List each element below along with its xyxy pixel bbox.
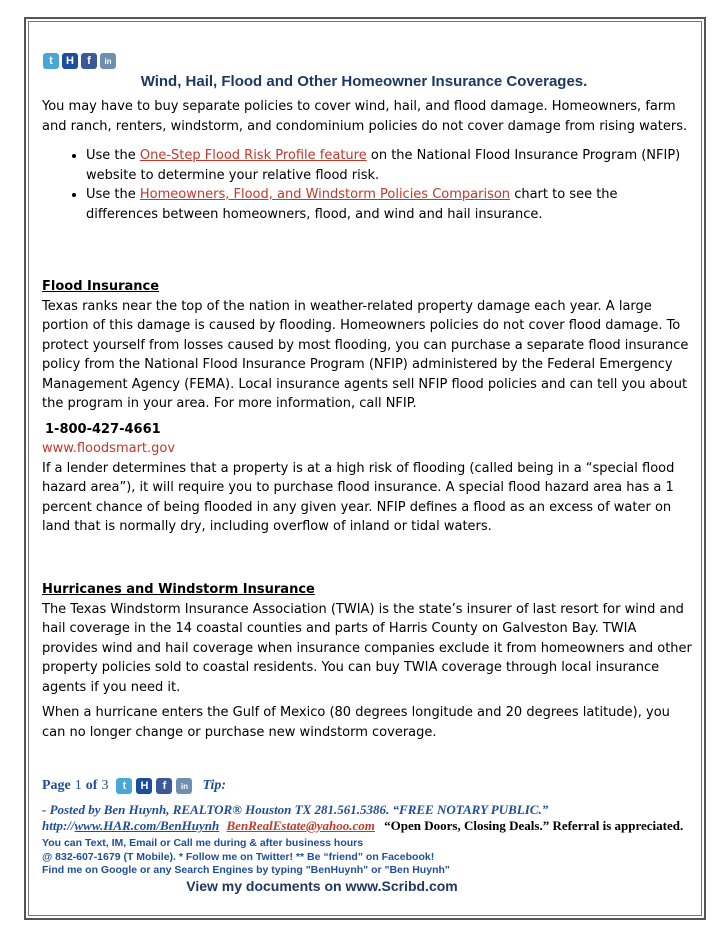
bullet-text: Use the (86, 148, 140, 163)
bullet-text: chart to see the differences between homeowners, flood, and wind and hail insurance. (86, 187, 618, 222)
linkedin-icon[interactable]: in (100, 53, 116, 69)
contact-hours: You can Text, IM, Email or Call me during & after business hours (42, 837, 364, 849)
email-link[interactable]: BenRealEstate@yahoo.com (226, 818, 375, 833)
list-item (86, 146, 692, 185)
facebook-icon[interactable]: f (156, 778, 172, 794)
twitter-icon[interactable]: t (43, 53, 59, 69)
hurricane-paragraph: When a hurricane enters the Gulf of Mexico (80 degrees longitude and 20 degrees latitude), you can no longer change or purchase new windstorm coverage. (42, 705, 670, 740)
flood-paragraph: Texas ranks near the top of the nation in weather-related property damage each year. A large portion of this damage is caused by flooding. Homeowners policies do not cover flood damage. To protect yourself from losses caused by most flooding, you can purchase a separate flood insurance policy from the National Flood Insurance Program (NFIP) administered by the Federal Emergency Management Agency (FEMA). Local insurance agents sell NFIP flood policies and can tell you about the program in your area. For more information, call NFIP. (42, 298, 689, 411)
slogan: “Open Doors, Closing Deals.” Referral is appreciated. (384, 818, 684, 833)
facebook-icon[interactable]: f (81, 53, 97, 69)
hurricane-paragraph: The Texas Windstorm Insurance Association (TWIA) is the state’s insurer of last resort for wind and hail coverage in the 14 coastal counties and parts of Harris County on Galveston Bay. TWIA provides wind and hail coverage when insurance companies exclude it from homeowners and other property policies sold to coastal residents. You can buy TWIA coverage through local insurance agents if you need it. (42, 601, 692, 695)
scribd-line[interactable]: View my documents on www.Scribd.com (186, 878, 458, 894)
search-line: Find me on Google or any Search Engines by typing "BenHuynh" or "Ben Huynh" (42, 864, 450, 876)
flood-paragraph: If a lender determines that a property is at a high risk of flooding (called being in a “special flood hazard area”), it will require you to purchase flood insurance. A special flood hazard area has a 1 percent chance of being flooded in any given year. NFIP defines a flood as an excess of water on land that is normally dry, including overflow of inland or tidal waters. (42, 460, 675, 534)
har-icon[interactable]: H (62, 53, 78, 69)
page-indicator (42, 776, 692, 796)
hurricane-section (42, 580, 692, 742)
flood-insurance-heading: Flood Insurance (42, 279, 160, 294)
twitter-icon[interactable]: t (116, 778, 132, 794)
page-number: 1 (74, 778, 82, 793)
floodsmart-link[interactable]: www.floodsmart.gov (42, 441, 176, 456)
har-profile-link[interactable]: www.HAR.com/BenHuynh (74, 818, 220, 833)
social-icons-top (43, 53, 116, 71)
flood-risk-profile-link[interactable]: One-Step Flood Risk Profile feature (139, 148, 367, 163)
phone-social-line: @ 832-607-1679 (T Mobile). * Follow me on Twitter! ** Be “friend” on Facebook! (42, 851, 435, 863)
tips-list (42, 146, 692, 224)
nfip-phone: 1-800-427-4661 (45, 421, 161, 437)
contact-line (42, 818, 692, 851)
page-total: 3 (101, 778, 109, 793)
document-title: Wind, Hail, Flood and Other Homeowner Insurance Coverages. (140, 73, 588, 90)
har-icon[interactable]: H (136, 778, 152, 794)
tip-label: Tip: (202, 778, 227, 793)
list-item (86, 185, 692, 224)
intro-paragraph: You may have to buy separate policies to cover wind, hail, and flood damage. Homeowners, farm and ranch, renters, windstorm, and condominium policies do not cover damage from rising waters. (42, 99, 688, 134)
page-label: Page (42, 778, 71, 793)
flood-insurance-section (42, 277, 692, 537)
hurricane-heading: Hurricanes and Windstorm Insurance (42, 582, 315, 597)
url-prefix: http:// (42, 818, 75, 833)
footer (42, 776, 692, 895)
posted-by-line: - Posted by Ben Huynh, REALTOR® Houston TX 281.561.5386. “FREE NOTARY PUBLIC.” (42, 802, 549, 817)
linkedin-icon[interactable]: in (176, 778, 192, 794)
page-of-label: of (85, 778, 98, 793)
policies-comparison-link[interactable]: Homeowners, Flood, and Windstorm Policies Comparison (139, 187, 511, 202)
bullet-text: on the National Flood Insurance Program (NFIP) website to determine your relative flood risk. (86, 148, 681, 183)
intro-section (42, 97, 692, 224)
bullet-text: Use the (86, 187, 140, 202)
